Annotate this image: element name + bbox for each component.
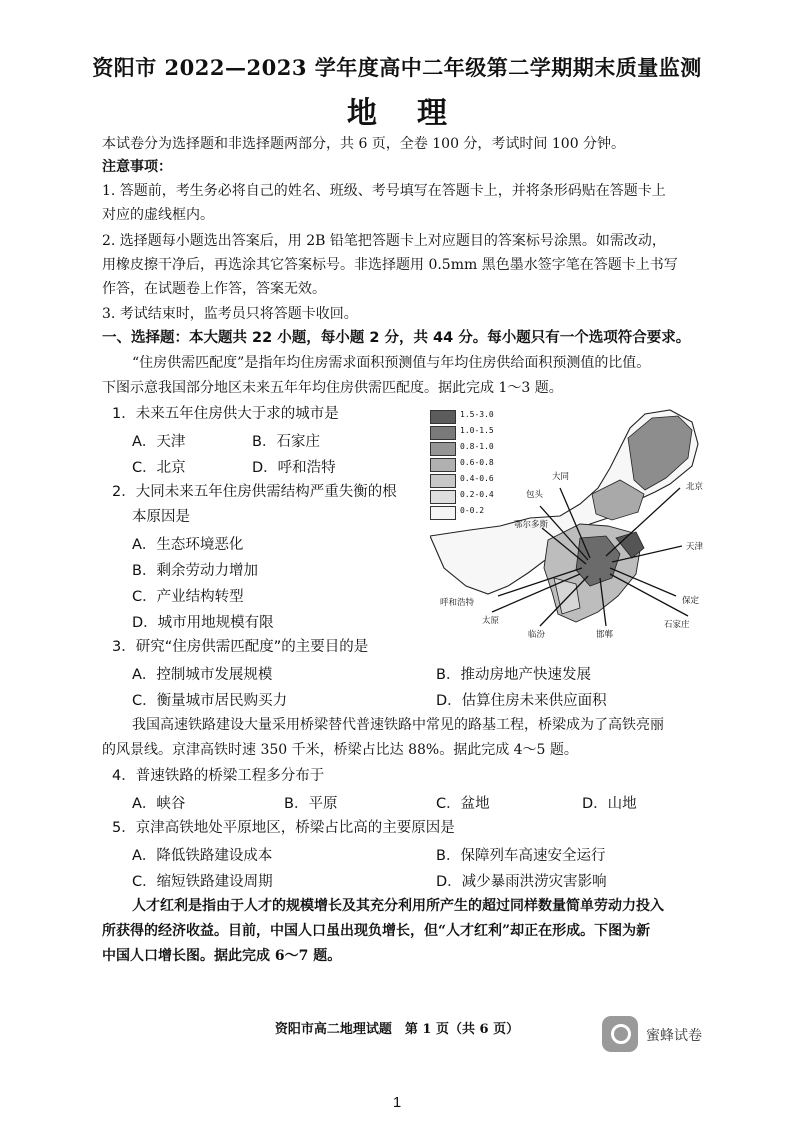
option-b: B．石家庄 (252, 434, 320, 450)
question-2-stem: 2．大同未来五年住房供需结构严重失衡的根 (112, 484, 397, 500)
question-3-stem: 3．研究“住房供需匹配度”的主要目的是 (112, 639, 369, 655)
option-d: D．减少暴雨洪涝灾害影响 (436, 874, 607, 890)
notice-line: 对应的虚线框内。 (102, 207, 214, 223)
option-c: C．缩短铁路建设周期 (132, 874, 273, 890)
option-a: A．生态环境恶化 (132, 537, 244, 553)
notice-heading: 注意事项： (102, 159, 172, 175)
housing-map-figure (430, 408, 718, 640)
city-label-linfen: 临汾 (528, 630, 546, 640)
option-c: C．产业结构转型 (132, 589, 244, 605)
city-label-tianjin: 天津 (686, 542, 704, 552)
option-a: A．峡谷 (132, 796, 186, 812)
section-heading: 一、选择题：本大题共 22 小题，每小题 2 分，共 44 分。每小题只有一个选项符合要求。 (102, 330, 691, 346)
page-footer: 资阳市高二地理试题 第 1 页（共 6 页） (274, 1022, 520, 1037)
page-number: 1 (392, 1094, 402, 1111)
legend-label: 0.6-0.8 (460, 458, 494, 467)
legend-label: 0.8-1.0 (460, 442, 494, 451)
option-c: C．北京 (132, 460, 186, 476)
legend-label: 0.2-0.4 (460, 490, 494, 499)
option-a: A．降低铁路建设成本 (132, 848, 273, 864)
notice-line: 1. 答题前，考生务必将自己的姓名、班级、考号填写在答题卡上，并将条形码贴在答题卡上 (102, 183, 666, 199)
legend-label: 0.4-0.6 (460, 474, 494, 483)
legend-label: 1.0-1.5 (460, 426, 494, 435)
map-legend (430, 408, 500, 528)
intro-text: 本试卷分为选择题和非选择题两部分，共 6 页，全卷 100 分，考试时间 100 分钟。 (102, 136, 626, 152)
subject-title: 地理 (347, 96, 487, 131)
option-d: D．估算住房未来供应面积 (436, 693, 607, 709)
legend-label: 0-0.2 (460, 506, 485, 515)
question-2-stem-cont: 本原因是 (132, 509, 190, 525)
question-5-stem: 5．京津高铁地处平原地区，桥梁占比高的主要原因是 (112, 820, 455, 836)
passage-text: “住房供需匹配度”是指年均住房需求面积预测值与年均住房供给面积预测值的比值。 (132, 355, 651, 371)
city-label-baoding: 保定 (682, 596, 700, 606)
option-b: B．剩余劳动力增加 (132, 563, 258, 579)
city-label-beijing: 北京 (686, 482, 704, 492)
notice-line: 3. 考试结束时，监考员只将答题卡收回。 (102, 306, 358, 322)
city-label-huhehaote: 呼和浩特 (440, 598, 475, 608)
option-c: C．盆地 (436, 796, 490, 812)
passage-text: 我国高速铁路建设大量采用桥梁替代普速铁路中常见的路基工程，桥梁成为了高铁亮丽 (132, 717, 664, 733)
option-b: B．推动房地产快速发展 (436, 667, 591, 683)
passage-text: 中国人口增长图。据此完成 6～7 题。 (102, 948, 342, 964)
option-b: B．保障列车高速安全运行 (436, 848, 606, 864)
passage-text: 的风景线。京津高铁时速 350 千米，桥梁占比达 88%。据此完成 4～5 题。 (102, 742, 578, 758)
city-label-taiyuan: 太原 (482, 616, 500, 626)
question-4-stem: 4．普速铁路的桥梁工程多分布于 (112, 768, 325, 784)
watermark (602, 1016, 722, 1056)
option-a: A．控制城市发展规模 (132, 667, 273, 683)
passage-text: 所获得的经济收益。目前，中国人口虽出现负增长，但“人才红利”却正在形成。下图为新 (102, 923, 651, 939)
watermark-logo-icon (602, 1016, 638, 1052)
legend-label: 1.5-3.0 (460, 410, 494, 419)
notice-line: 用橡皮擦干净后，再选涂其它答案标号。非选择题用 0.5mm 黑色墨水签字笔在答题卡上书写 (102, 257, 678, 273)
option-c: C．衡量城市居民购买力 (132, 693, 288, 709)
notice-line: 作答，在试题卷上作答，答案无效。 (102, 281, 326, 297)
passage-text: 下图示意我国部分地区未来五年年均住房供需匹配度。据此完成 1～3 题。 (102, 380, 563, 396)
option-a: A．天津 (132, 434, 186, 450)
option-d: D．山地 (582, 796, 637, 812)
city-label-shijiazhuang: 石家庄 (664, 620, 690, 630)
option-b: B．平原 (284, 796, 338, 812)
passage-text: 人才红利是指由于人才的规模增长及其充分利用所产生的超过同样数量简单劳动力投入 (132, 898, 664, 914)
notice-line: 2. 选择题每小题选出答案后，用 2B 铅笔把答题卡上对应题目的答案标号涂黑。如需改动， (102, 233, 666, 249)
option-d: D．呼和浩特 (252, 460, 336, 476)
watermark-text: 蜜蜂试卷 (646, 1028, 702, 1044)
city-label-baotou: 包头 (526, 490, 544, 500)
option-d: D．城市用地规模有限 (132, 615, 274, 631)
city-label-handan: 邯郸 (596, 630, 614, 640)
question-1-stem: 1．未来五年住房供大于求的城市是 (112, 406, 339, 422)
exam-title: 资阳市 2022—2023 学年度高中二年级第二学期期末质量监测 (92, 55, 702, 80)
city-label-ordos: 鄂尔多斯 (514, 520, 549, 530)
city-label-datong: 大同 (552, 472, 570, 482)
